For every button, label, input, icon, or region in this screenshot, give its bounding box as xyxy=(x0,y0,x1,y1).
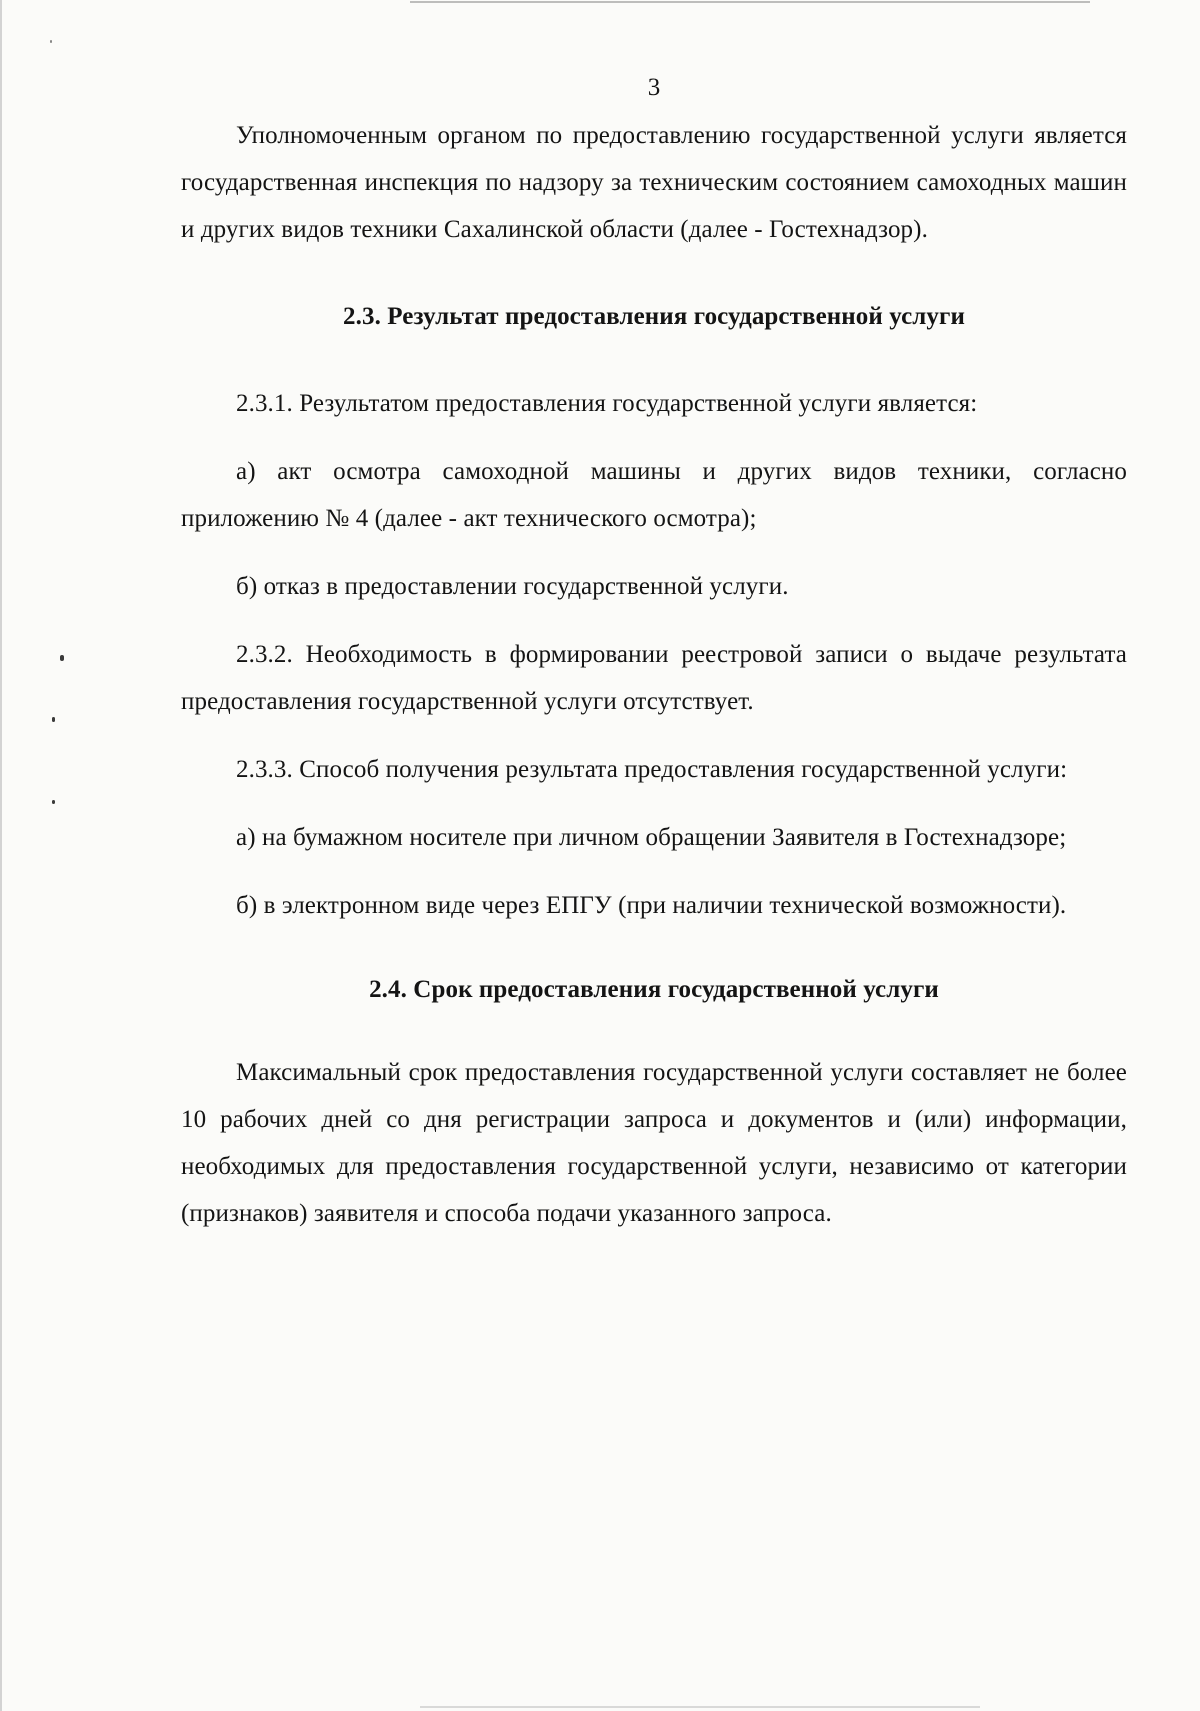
page-number: 3 xyxy=(647,74,661,101)
paragraph-2-3-1-a: а) акт осмотра самоходной машины и других видов техники, согласно приложению № 4 (далее - акт технического осмотра); xyxy=(181,458,1127,532)
document-body xyxy=(181,64,1127,1258)
scan-speck xyxy=(50,40,52,43)
paragraph-2-3-1-b: б) отказ в предоставлении государственной услуги. xyxy=(236,573,789,600)
scan-left-edge xyxy=(0,0,2,1711)
section-2-4-heading: 2.4. Срок предоставления государственной услуги xyxy=(369,976,939,1003)
scan-speck xyxy=(52,800,55,804)
scan-bottom-rule xyxy=(420,1706,980,1708)
paragraph-2-3-3: 2.3.3. Способ получения результата предоставления государственной услуги: xyxy=(236,756,1068,783)
paragraph-2-4: Максимальный срок предоставления государственной услуги составляет не более 10 рабочих дней со дня регистрации запроса и документов и (или) информации, необходимых для предоставления государственной услуги, независимо от категории (признаков) заявителя и способа подачи указанного запроса. xyxy=(181,1059,1127,1227)
section-2-3-heading: 2.3. Результат предоставления государственной услуги xyxy=(343,303,965,330)
scan-speck xyxy=(52,717,55,722)
paragraph-2-3-1: 2.3.1. Результатом предоставления государственной услуги является: xyxy=(236,390,978,417)
intro-paragraph: Уполномоченным органом по предоставлению государственной услуги является государственная инспекция по надзору за техническим состоянием самоходных машин и других видов техники Сахалинской области (далее - Гостехнадзор). xyxy=(181,122,1127,243)
scan-top-rule xyxy=(410,1,1090,3)
paragraph-2-3-2: 2.3.2. Необходимость в формировании реестровой записи о выдаче результата предоставления государственной услуги отсутствует. xyxy=(181,641,1127,715)
scan-speck xyxy=(60,655,64,661)
paragraph-2-3-3-a: а) на бумажном носителе при личном обращении Заявителя в Гостехнадзоре; xyxy=(236,824,1067,851)
paragraph-2-3-3-b: б) в электронном виде через ЕПГУ (при наличии технической возможности). xyxy=(236,892,1067,919)
